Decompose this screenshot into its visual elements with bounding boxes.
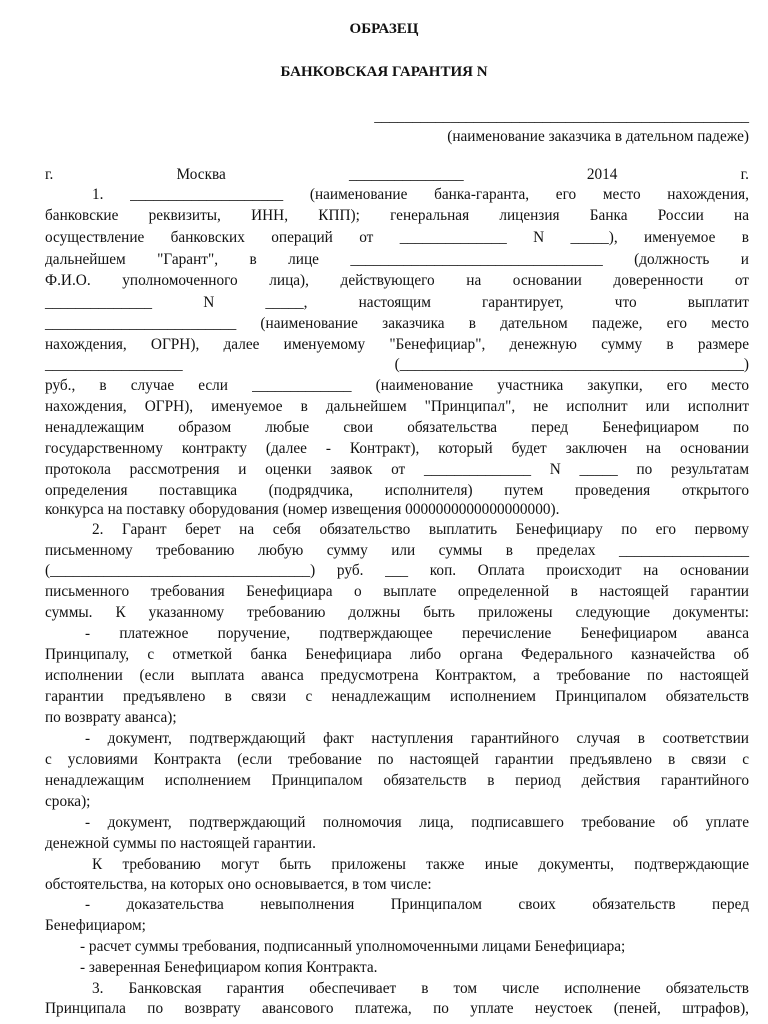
document-line: ______________ N _____, настоящим гарантирует, что выплатит xyxy=(45,294,749,311)
document-line: письменного требования Бенефициара о выплате определенной в настоящей гарантии xyxy=(45,583,749,600)
document-line: определения поставщика (подрядчика, исполнителя) путем проведения открытого xyxy=(45,482,749,499)
document-line: нахождения, ОГРН), далее именуемому "Бенефициар", денежную сумму в размере xyxy=(45,336,749,353)
document-line: с условиями Контракта (если требование по настоящей гарантии предъявлено в связи с xyxy=(45,751,749,768)
document-line: (__________________________________) руб. ___ коп. Оплата происходит на основании xyxy=(45,562,749,579)
document-line: обстоятельства, на которых оно основывается, в том числе: xyxy=(45,876,432,893)
document-line: суммы. К указанному требованию должны быть приложены следующие документы: xyxy=(45,604,749,621)
document-line: _________________________________________________ xyxy=(374,108,749,125)
document-line: - заверенная Бенефициаром копия Контракта. xyxy=(80,959,378,976)
document-line: Бенефициаром; xyxy=(45,917,146,934)
document-line: _________________________ (наименование заказчика в дательном падеже, его место xyxy=(45,315,749,332)
document-line: - документ, подтверждающий полномочия лица, подписавшего требование об уплате xyxy=(85,814,749,831)
document-line: ненадлежащим исполнением Принципалом обязательств в период действия гарантийного xyxy=(45,772,749,789)
document-line: (наименование заказчика в дательном падеже) xyxy=(447,128,749,145)
document-line: - платежное поручение, подтверждающее перечисление Бенефициаром аванса xyxy=(85,625,749,642)
document-line: г. Москва _______________ 2014 г. xyxy=(45,166,749,183)
document-line: Принципалу, с отметкой банка Бенефициара либо органа Федерального казначейства об xyxy=(45,646,749,663)
document-line: денежной суммы по настоящей гарантии. xyxy=(45,835,316,852)
document-line: __________________ (_____________________________________________) xyxy=(45,356,749,373)
document-line: осуществление банковских операций от ______________ N _____), именуемое в xyxy=(45,229,749,246)
document-line: Принципала по возврату авансового платежа, по уплате неустоек (пеней, штрафов), xyxy=(45,1000,749,1017)
document-line: конкурса на поставку оборудования (номер извещения 0000000000000000000). xyxy=(45,501,560,518)
document-line: письменному требованию любую сумму или суммы в пределах _________________ xyxy=(45,542,749,559)
document-line: протокола рассмотрения и оценки заявок от ______________ N _____ по результатам xyxy=(45,461,749,478)
document-line: нахождения, ОГРН), именуемое в дальнейшем "Принципал", не исполнит или исполнит xyxy=(45,398,749,415)
document-line: гарантии предъявлено в связи с ненадлежащим исполнением Принципалом обязательств xyxy=(45,688,749,705)
document-line: - документ, подтверждающий факт наступления гарантийного случая в соответствии xyxy=(85,730,749,747)
document-line: 2. Гарант берет на себя обязательство выплатить Бенефициару по его первому xyxy=(92,521,749,538)
document-line: руб., в случае если _____________ (наименование участника закупки, его место xyxy=(45,377,749,394)
document-line: - расчет суммы требования, подписанный уполномоченными лицами Бенефициара; xyxy=(80,938,626,955)
document-line: по возврату аванса); xyxy=(45,709,177,726)
document-line: - доказательства невыполнения Принципалом своих обязательств перед xyxy=(85,896,749,913)
doc-subtitle: БАНКОВСКАЯ ГАРАНТИЯ N xyxy=(280,64,488,80)
document-line: банковские реквизиты, ИНН, КПП); генеральная лицензия Банка России на xyxy=(45,207,749,224)
document-line: исполнении (если выплата аванса предусмотрена Контрактом, а требование по настоящей xyxy=(45,667,749,684)
document-line: 3. Банковская гарантия обеспечивает в том числе исполнение обязательств xyxy=(92,980,749,997)
document-line: К требованию могут быть приложены также иные документы, подтверждающие xyxy=(92,856,749,873)
document-line: Ф.И.О. уполномоченного лица), действующего на основании доверенности от xyxy=(45,272,749,289)
document-line: ненадлежащим образом любые свои обязательства перед Бенефициаром по xyxy=(45,419,749,436)
document-line: государственному контракту (далее - Контракт), который будет заключен на основании xyxy=(45,440,749,457)
document-line: дальнейшем "Гарант", в лице _________________________________ (должность и xyxy=(45,251,749,268)
doc-title: ОБРАЗЕЦ xyxy=(349,21,419,37)
document-line: срока); xyxy=(45,793,91,810)
document-line: 1. ____________________ (наименование банка-гаранта, его место нахождения, xyxy=(92,186,749,203)
